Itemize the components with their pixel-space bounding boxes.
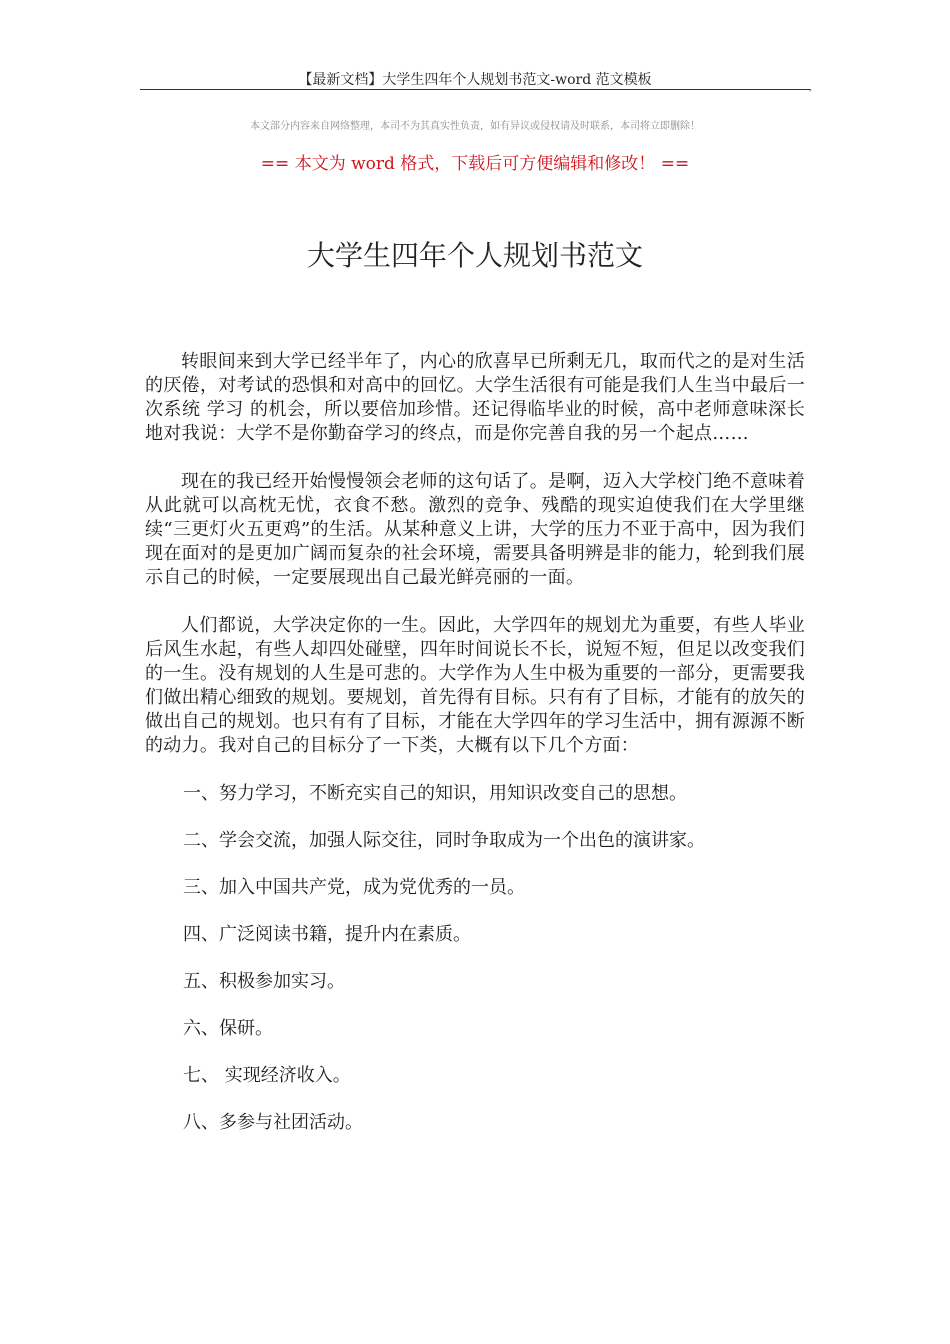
goal-item: 三、加入中国共产党，成为党优秀的一员。	[183, 877, 525, 898]
running-header: 【最新文档】大学生四年个人规划书范文-word 范文模板	[298, 72, 652, 88]
goal-item: 二、学会交流，加强人际交往，同时争取成为一个出色的演讲家。	[183, 830, 705, 851]
header-rule	[140, 89, 810, 90]
goal-item: 一、努力学习，不断充实自己的知识，用知识改变自己的思想。	[183, 783, 687, 804]
goal-item: 四、广泛阅读书籍，提升内在素质。	[183, 924, 471, 945]
body-paragraph: 转眼间来到大学已经半年了，内心的欣喜早已所剩无几，取而代之的是对生活的厌倦，对考试的恐惧和对高中的回忆。大学生活很有可能是我们人生当中最后一次系统 学习 的机会，所以要倍加珍惜。还记得临毕业的时候，高中老师意味深长地对我说：大学不是你勤奋学习的终点，而是你完善自我的另一个起点……	[145, 351, 805, 444]
goal-item: 八、多参与社团活动。	[183, 1112, 363, 1133]
document-title: 大学生四年个人规划书范文	[306, 239, 643, 272]
goal-list	[145, 782, 805, 1135]
goal-item: 六、保研。	[183, 1018, 273, 1039]
body-paragraph: 现在的我已经开始慢慢领会老师的这句话了。是啊，迈入大学校门绝不意味着从此就可以高枕无忧，衣食不愁。激烈的竞争、残酷的现实迫使我们在大学里继续“三更灯火五更鸡”的生活。从某种意义上讲，大学的压力不亚于高中，因为我们现在面对的是更加广阔而复杂的社会环境，需要具备明辨是非的能力，轮到我们展示自己的时候，一定要展现出自己最光鲜亮丽的一面。	[145, 471, 805, 588]
document-body	[145, 350, 805, 1158]
goal-item: 五、积极参加实习。	[183, 971, 345, 992]
goal-item: 七、 实现经济收入。	[183, 1065, 351, 1086]
header-corner-mark: ,	[809, 82, 813, 93]
copyright-disclaimer: 本文部分内容来自网络整理，本司不为其真实性负责，如有异议或侵权请及时联系，本司将立即删除！	[250, 121, 700, 132]
body-paragraph: 人们都说，大学决定你的一生。因此，大学四年的规划尤为重要，有些人毕业后风生水起，有些人却四处碰壁，四年时间说长不长，说短不短，但足以改变我们的一生。没有规划的人生是可悲的。大学作为人生中极为重要的一部分，更需要我们做出精心细致的规划。要规划，首先得有目标。只有有了目标，才能有的放矢的做出自己的规划。也只有有了目标，才能在大学四年的学习生活中，拥有源源不断的动力。我对自己的目标分了一下类，大概有以下几个方面：	[145, 615, 805, 756]
format-notice: == 本文为 word 格式，下载后可方便编辑和修改！ ==	[260, 154, 690, 174]
